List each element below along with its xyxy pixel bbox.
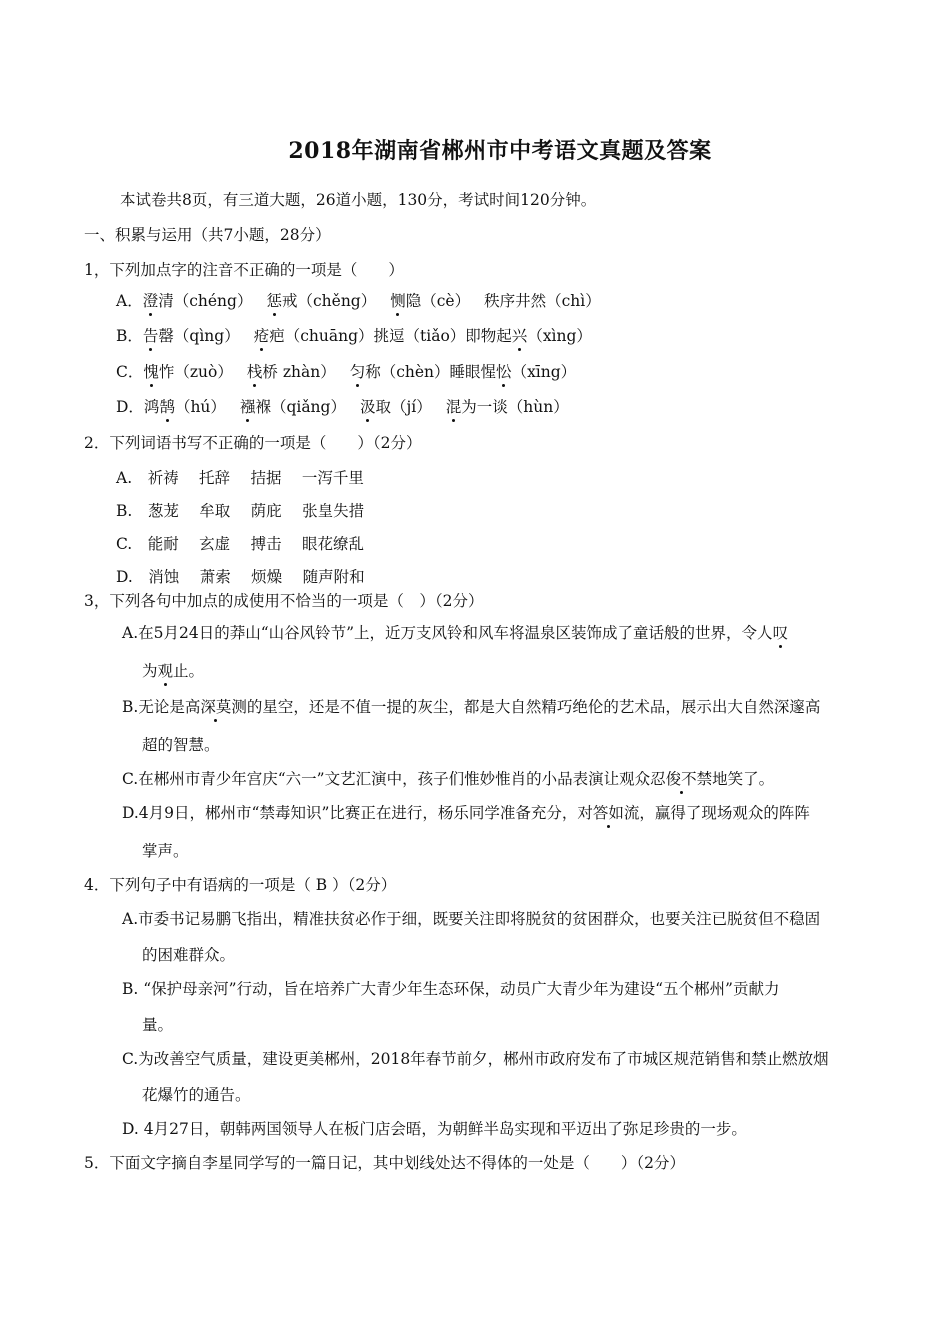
question-4-option-b-cont: 量。 [142, 1016, 174, 1034]
question-3-stem: 3，下列各句中加点的成使用不恰当的一项是（ ）（2分） [84, 592, 484, 610]
question-2-option-a: A. 祈祷 托辞 拮据 一泻千里 [116, 469, 364, 487]
page-title: 2018年湖南省郴州市中考语文真题及答案 [288, 138, 712, 164]
question-3-option-a-cont: 为观止。 [142, 659, 204, 681]
section-heading: 一、积累与运用（共7小题，28分） [84, 226, 331, 244]
question-2-option-c: C. 能耐 玄虚 搏击 眼花缭乱 [116, 535, 365, 553]
question-3-option-d-cont: 掌声。 [142, 842, 189, 860]
question-1-option-c: C．愧怍（zuò） 栈桥 zhàn） 匀称（chèn）睡眼惺忪（xīng） [116, 360, 576, 382]
intro-text: 本试卷共8页，有三道大题，26道小题，130分，考试时间120分钟。 [120, 191, 597, 209]
question-2-option-b: B. 葱茏 牟取 荫庇 张皇失措 [116, 502, 365, 520]
question-1-option-d: D．鸿鹄（hú） 襁褓（qiǎng） 汲取（jí） 混为一谈（hùn） [116, 395, 569, 417]
question-4-stem: 4．下列句子中有语病的一项是（ B ）（2分） [84, 876, 397, 894]
question-4-option-a: A.市委书记易鹏飞指出，精准扶贫必作于细，既要关注即将脱贫的贫困群众，也要关注已脱贫但不稳固 [122, 910, 821, 928]
question-1-stem: 1，下列加点字的注音不正确的一项是（ ） [84, 261, 404, 279]
question-3-option-a: A.在5月24日的莽山“山谷风铃节”上，近万支风铃和风车将温泉区装饰成了童话般的世界，令人叹 [122, 621, 788, 643]
question-4-option-c-cont: 花爆竹的通告。 [142, 1086, 251, 1104]
question-2-option-d: D. 消蚀 萧索 烦燥 随声附和 [116, 568, 365, 586]
question-1-option-a: A．澄清（chéng） 惩戒（chěng） 恻隐（cè） 秩序井然（chì） [116, 289, 601, 311]
question-4-option-b: B. “保护母亲河”行动，旨在培养广大青少年生态环保，动员广大青少年为建设“五个郴州”贡献力 [122, 980, 780, 998]
question-3-option-c: C.在郴州市青少年宫庆“六一”文艺汇演中，孩子们惟妙惟肖的小品表演让观众忍俊不禁地笑了。 [122, 767, 774, 789]
question-4-option-a-cont: 的困难群众。 [142, 946, 236, 964]
question-3-option-b: B.无论是高深莫测的星空，还是不值一提的灰尘，都是大自然精巧绝伦的艺术品，展示出大自然深邃高 [122, 695, 820, 717]
question-3-option-b-cont: 超的智慧。 [142, 736, 220, 754]
question-3-option-d: D.4月9日，郴州市“禁毒知识”比赛正在进行，杨乐同学准备充分，对答如流，赢得了现场观众的阵阵 [122, 801, 810, 823]
question-5-stem: 5．下面文字摘自李星同学写的一篇日记，其中划线处达不得体的一处是（ ）（2分） [84, 1154, 685, 1172]
question-4-option-c: C.为改善空气质量，建设更美郴州，2018年春节前夕，郴州市政府发布了市城区规范销售和禁止燃放烟 [122, 1050, 829, 1068]
question-1-option-b: B．告罄（qìng） 疮疤（chuāng）挑逗（tiǎo）即物起兴（xìng） [116, 324, 592, 346]
question-4-option-d: D. 4月27日，朝韩两国领导人在板门店会晤，为朝鲜半岛实现和平迈出了弥足珍贵的一步。 [122, 1120, 747, 1138]
question-2-stem: 2．下列词语书写不正确的一项是（ ）（2分） [84, 434, 422, 452]
